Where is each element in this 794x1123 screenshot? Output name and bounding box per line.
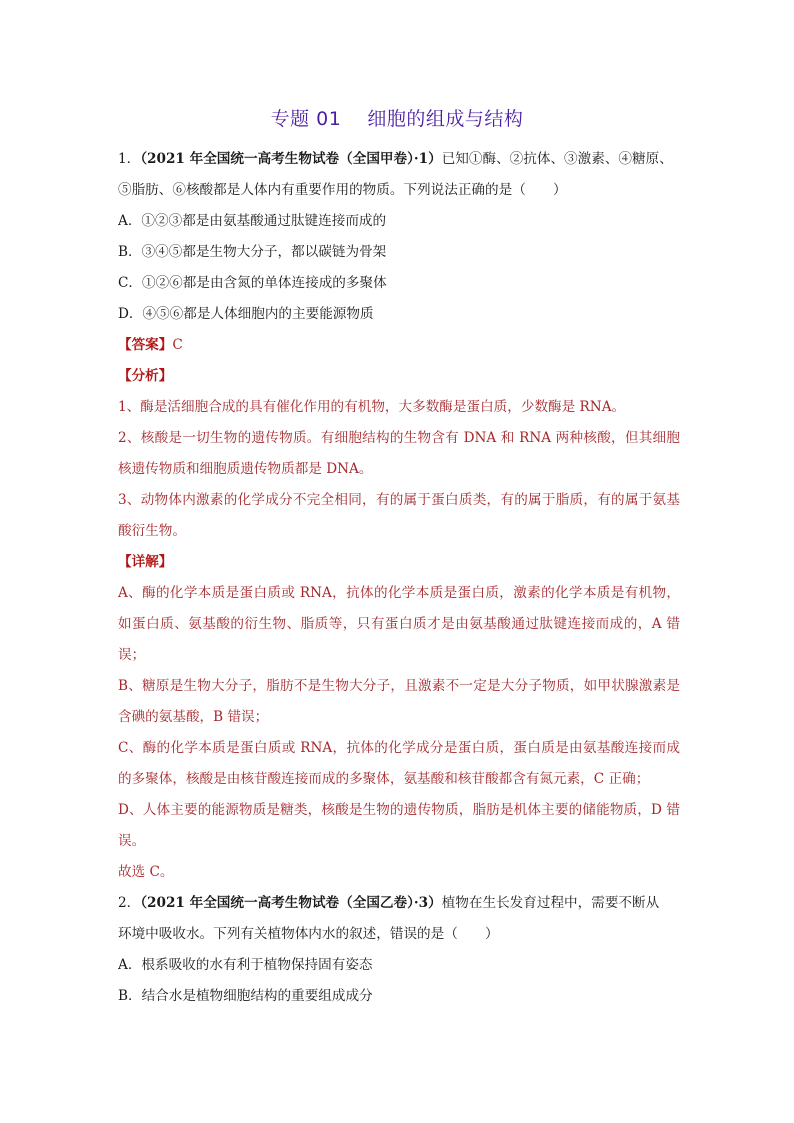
- question-1-source: （2021 年全国统一高考生物试卷（全国甲卷）·1）: [140, 151, 442, 167]
- question-1-answer: [118, 330, 680, 361]
- question-1-conclusion: 故选 C。: [118, 864, 174, 880]
- answer-value: C: [172, 337, 183, 353]
- question-2-stem-line-1: [118, 888, 680, 919]
- analysis-point-2: 2、核酸是一切生物的遗传物质。有细胞结构的生物含有 DNA 和 RNA 两种核酸，但其细胞核遗传物质和细胞质遗传物质都是 DNA。: [118, 430, 680, 477]
- question-2-stem-part-1: 植物在生长发育过程中，需要不断从: [441, 895, 660, 911]
- detail-option-d: D、人体主要的能源物质是糖类，核酸是生物的遗传物质，脂肪是机体主要的储能物质，D 错误。: [118, 802, 680, 849]
- question-1-stem-line-1: [118, 144, 680, 175]
- question-1-stem-line-2: ⑤脂肪、⑥核酸都是人体内有重要作用的物质。下列说法正确的是（ ）: [118, 182, 567, 198]
- question-1-option-a: A．①②③都是由氨基酸通过肽键连接而成的: [118, 213, 387, 229]
- question-1-stem-part-1: 已知①酶、②抗体、③激素、④糖原、: [441, 151, 673, 167]
- question-2-source: （2021 年全国统一高考生物试卷（全国乙卷）·3）: [140, 895, 442, 911]
- question-1-number: 1．: [118, 151, 141, 167]
- question-1-option-d: D．④⑤⑥都是人体细胞内的主要能源物质: [118, 306, 374, 322]
- analysis-label: 【分析】: [118, 368, 173, 384]
- question-2-number: 2．: [118, 895, 141, 911]
- document-body: [118, 144, 680, 1012]
- question-2-stem-line-2: 环境中吸收水。下列有关植物体内水的叙述，错误的是（ ）: [118, 926, 499, 942]
- question-2-option-a: A．根系吸收的水有利于植物保持固有姿态: [118, 957, 373, 973]
- analysis-point-1: 1、酶是活细胞合成的具有催化作用的有机物，大多数酶是蛋白质，少数酶是 RNA。: [118, 399, 626, 415]
- detail-option-a: A、酶的化学本质是蛋白质或 RNA，抗体的化学本质是蛋白质，激素的化学本质是有机物，如蛋白质、氨基酸的衍生物、脂质等，只有蛋白质才是由氨基酸通过肽键连接而成的，A 错误；: [118, 585, 680, 663]
- answer-label: 【答案】: [118, 337, 173, 353]
- page-title: 专题 01 细胞的组成与结构: [270, 108, 524, 130]
- detail-option-c: C、酶的化学本质是蛋白质或 RNA，抗体的化学成分是蛋白质，蛋白质是由氨基酸连接而成的多聚体，核酸是由核苷酸连接而成的多聚体，氨基酸和核苷酸都含有氮元素，C 正确；: [118, 740, 680, 787]
- analysis-point-3: 3、动物体内激素的化学成分不完全相同，有的属于蛋白质类，有的属于脂质，有的属于氨基酸衍生物。: [118, 492, 680, 539]
- question-1-option-c: C．①②⑥都是由含氮的单体连接成的多聚体: [118, 275, 387, 291]
- detail-option-b: B、糖原是生物大分子，脂肪不是生物大分子，且激素不一定是大分子物质，如甲状腺激素是含碘的氨基酸，B 错误；: [118, 678, 680, 725]
- question-2-option-b: B．结合水是植物细胞结构的重要组成成分: [118, 988, 373, 1004]
- detail-label: 【详解】: [118, 554, 173, 570]
- question-1-option-b: B．③④⑤都是生物大分子，都以碳链为骨架: [118, 244, 387, 260]
